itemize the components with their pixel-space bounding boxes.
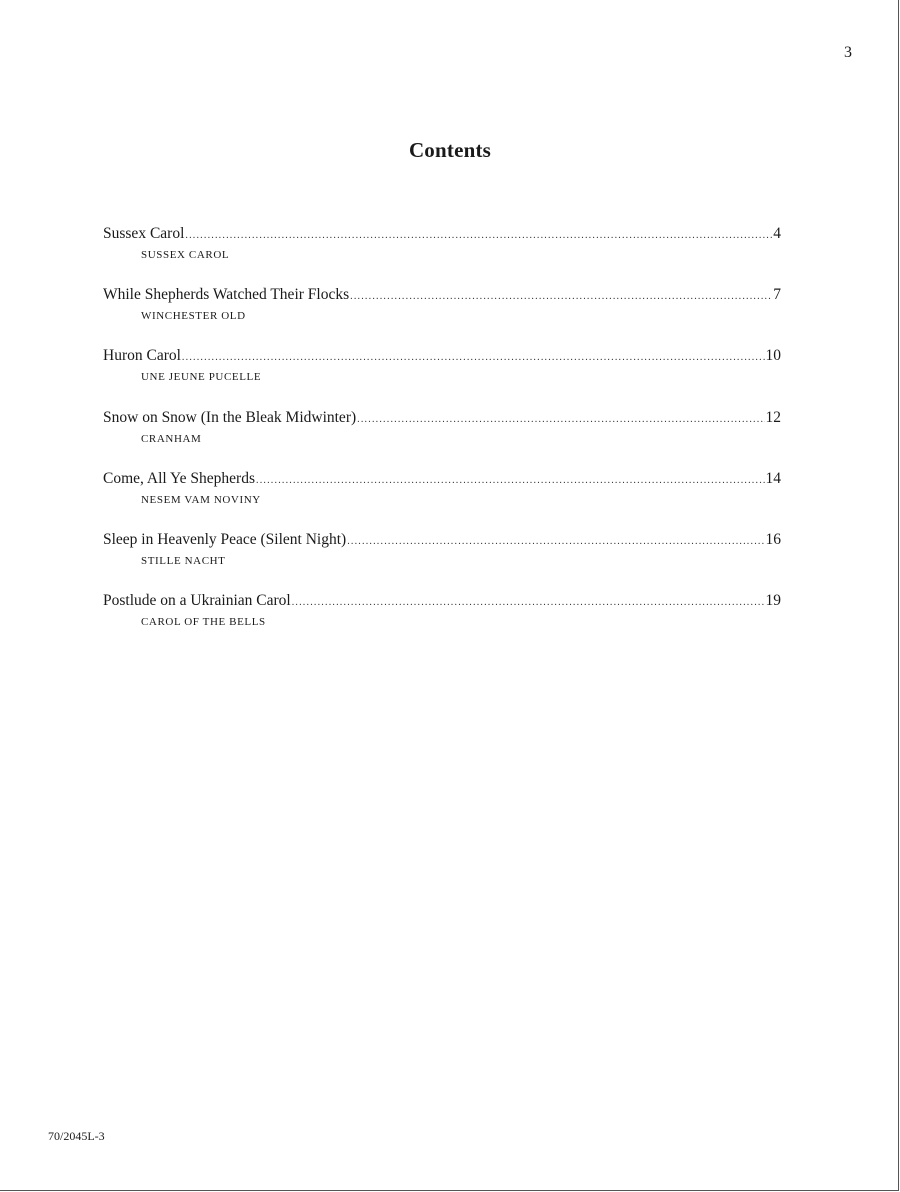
toc-page-number: 4	[773, 225, 781, 242]
toc-title: Huron Carol	[103, 347, 181, 365]
toc-tune-name: WINCHESTER OLD	[141, 310, 246, 323]
toc-title: Sleep in Heavenly Peace (Silent Night)	[103, 530, 347, 548]
toc-tune-name: CRANHAM	[141, 432, 202, 445]
toc-entry	[103, 285, 781, 346]
toc-page-number: 7	[773, 286, 781, 304]
toc-line	[103, 224, 781, 246]
toc-title: Sussex Carol	[103, 225, 185, 242]
toc-line	[103, 469, 781, 491]
table-of-contents	[103, 224, 781, 652]
dot-leader	[182, 348, 765, 368]
toc-page-number: 14	[765, 469, 781, 487]
toc-title: Come, All Ye Shepherds	[103, 469, 255, 487]
dot-leader	[256, 471, 765, 491]
toc-title: Postlude on a Ukrainian Carol	[103, 592, 291, 610]
toc-line	[103, 285, 781, 307]
dot-leader	[357, 410, 764, 430]
toc-line	[103, 346, 781, 368]
toc-entry	[103, 408, 781, 469]
toc-page-number: 19	[765, 592, 781, 610]
toc-line	[103, 530, 781, 552]
dot-leader	[292, 593, 765, 613]
toc-tune-name: SUSSEX CAROL	[141, 249, 230, 261]
toc-page-number: 12	[765, 408, 781, 426]
toc-page-number: 16	[765, 530, 781, 548]
toc-line	[103, 591, 781, 613]
toc-entry	[103, 224, 781, 285]
page-title: Contents	[408, 138, 492, 162]
toc-tune-name: UNE JEUNE PUCELLE	[141, 371, 262, 384]
toc-entry	[103, 346, 781, 407]
toc-line	[103, 408, 781, 430]
toc-entry	[103, 530, 781, 591]
toc-page-number: 10	[765, 347, 781, 365]
toc-entry	[103, 591, 781, 652]
dot-leader	[347, 532, 764, 552]
dot-leader	[350, 287, 772, 307]
toc-title: Snow on Snow (In the Bleak Midwinter)	[103, 408, 357, 426]
toc-tune-name: STILLE NACHT	[141, 554, 226, 567]
toc-tune-name: NESEM VAM NOVINY	[141, 493, 261, 506]
page-number: 3	[844, 44, 852, 61]
publisher-code: 70/2045L-3	[48, 1129, 105, 1143]
toc-title: While Shepherds Watched Their Flocks	[103, 286, 350, 304]
toc-tune-name: CAROL OF THE BELLS	[141, 616, 266, 629]
dot-leader	[185, 226, 772, 246]
toc-entry	[103, 469, 781, 530]
